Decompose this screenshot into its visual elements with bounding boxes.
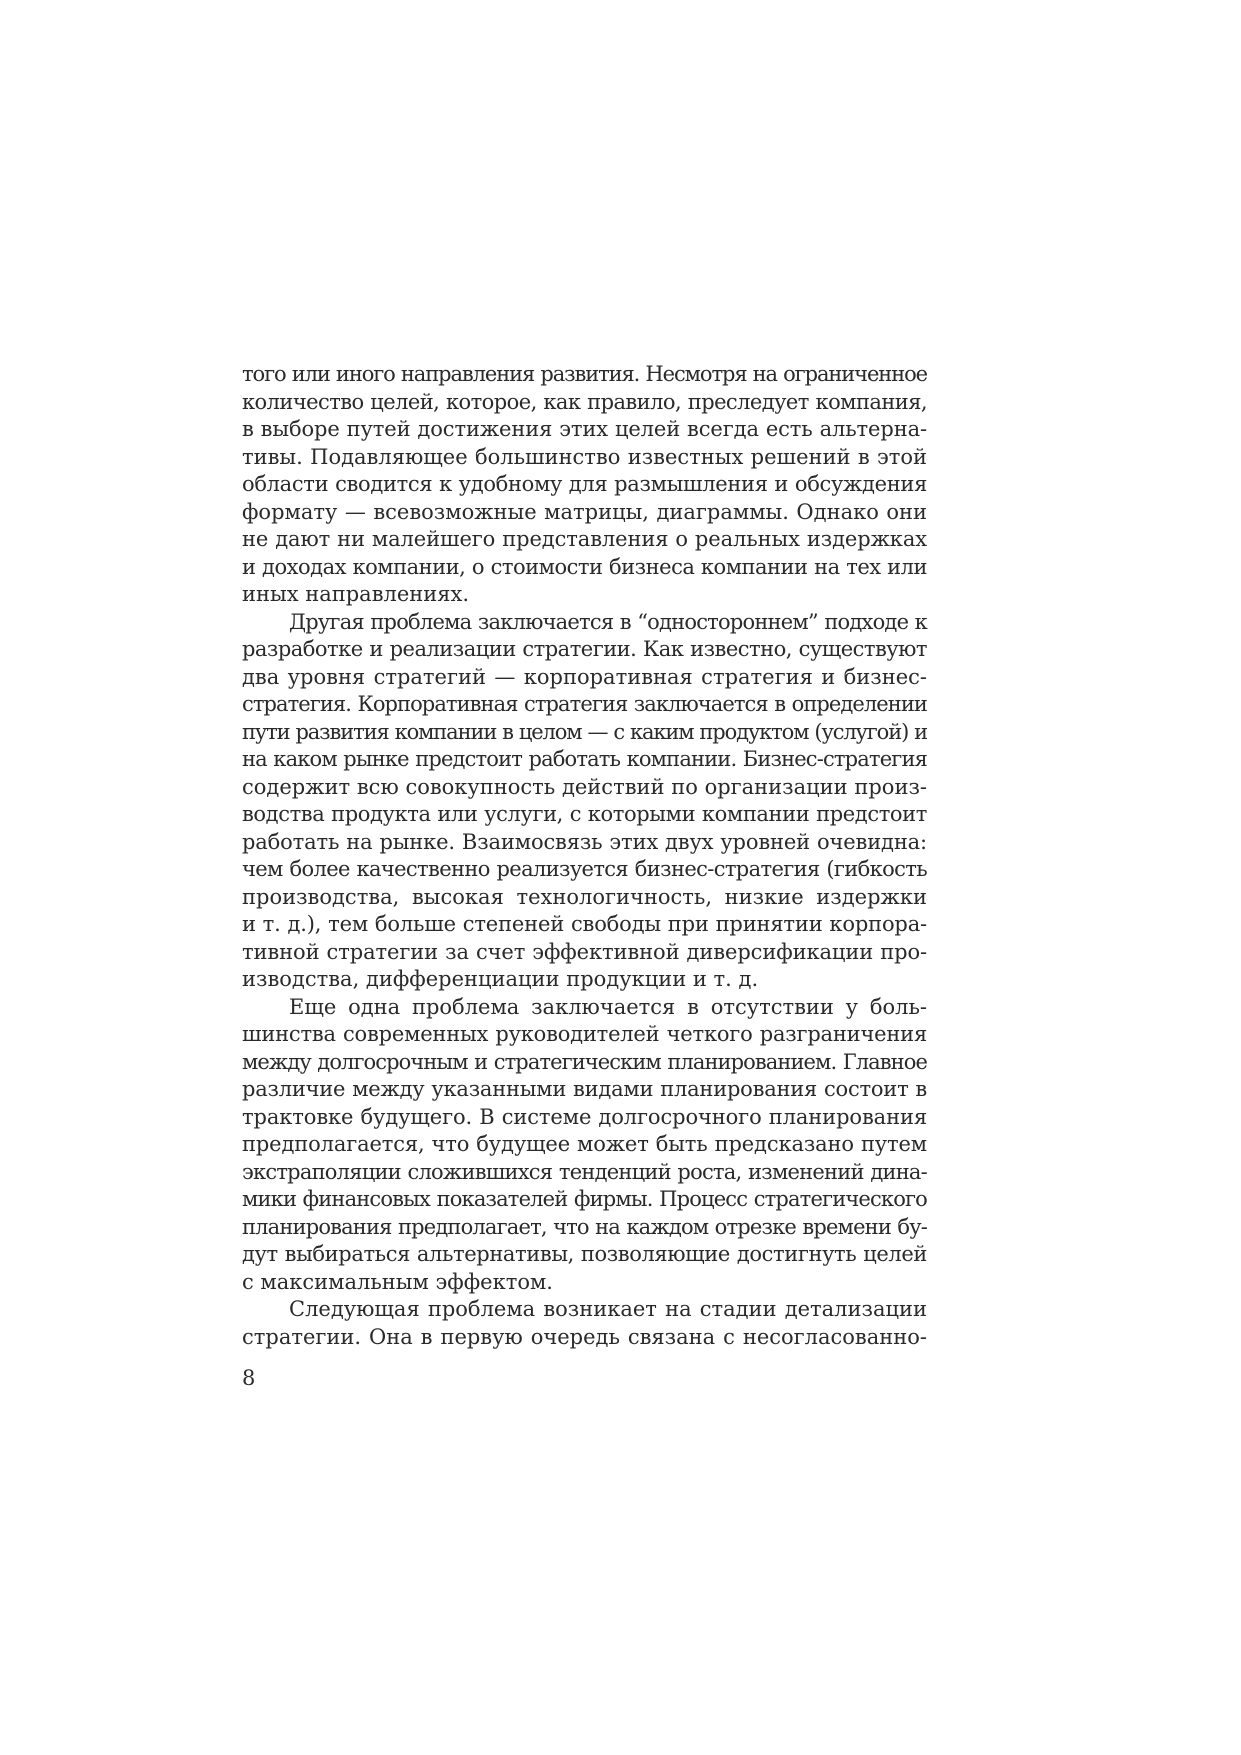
text-line: количество целей, которое, как правило, преследует компания,	[242, 389, 927, 414]
text-line: тивной стратегии за счет эффективной диверсификации про-	[242, 939, 927, 964]
text-line: Другая проблема заключается в “одностороннем” подходе к	[289, 609, 927, 634]
text-line: стратегии. Она в первую очередь связана с несогласованно-	[242, 1324, 927, 1349]
text-line: области сводится к удобному для размышления и обсуждения	[242, 472, 927, 496]
text-line: и т. д.), тем больше степеней свободы при принятии корпора-	[242, 912, 927, 936]
text-line: с максимальным эффектом.	[242, 1269, 553, 1294]
text-line: планирования предполагает, что на каждом отрезке времени бу-	[242, 1214, 927, 1239]
text-line: различие между указанными видами планирования состоит в	[242, 1077, 927, 1101]
text-line: и доходах компании, о стоимости бизнеса компании на тех или	[242, 554, 927, 579]
text-line: изводства, дифференциации продукции и т. д.	[242, 967, 759, 991]
text-line: Еще одна проблема заключается в отсутствии у боль-	[289, 994, 927, 1019]
text-line: шинства современных руководителей четкого разграничения	[242, 1022, 927, 1046]
text-line: разработке и реализации стратегии. Как известно, существуют	[242, 637, 927, 661]
text-line: тивы. Подавляющее большинство известных решений в этой	[242, 444, 927, 469]
text-line: на каком рынке предстоит работать компании. Бизнес-стратегия	[242, 747, 927, 771]
text-line: водства продукта или услуги, с которыми компании предстоит	[242, 802, 927, 826]
text-line: Следующая проблема возникает на стадии детализации	[289, 1297, 927, 1321]
text-line: стратегия. Корпоративная стратегия заключается в определении	[242, 692, 927, 716]
text-line: пути развития компании в целом — с каким продуктом (услугой) и	[242, 719, 927, 744]
text-line: между долгосрочным и стратегическим планированием. Главное	[242, 1049, 927, 1074]
text-line: формату — всевозможные матрицы, диаграммы. Однако они	[242, 499, 927, 524]
text-line: в выборе путей достижения этих целей всегда есть альтерна-	[242, 417, 927, 441]
text-line: иных направлениях.	[242, 582, 470, 606]
text-line: чем более качественно реализуется бизнес-стратегия (гибкость	[242, 857, 927, 881]
text-line: экстраполяции сложившихся тенденций роста, изменений дина-	[242, 1159, 927, 1184]
text-line: два уровня стратегий — корпоративная стратегия и бизнес-	[242, 664, 927, 689]
body-text	[242, 361, 927, 1351]
page-number: 8	[242, 1366, 256, 1390]
text-line: трактовке будущего. В системе долгосрочного планирования	[242, 1104, 927, 1129]
text-line: не дают ни малейшего представления о реальных издержках	[242, 527, 927, 551]
text-line: работать на рынке. Взаимосвязь этих двух уровней очевидна:	[242, 829, 927, 854]
text-line: производства, высокая технологичность, низкие издержки	[242, 884, 927, 909]
text-line: содержит всю совокупность действий по организации произ-	[242, 774, 927, 799]
text-line: предполагается, что будущее может быть предсказано путем	[242, 1132, 927, 1156]
text-line: дут выбираться альтернативы, позволяющие достигнуть целей	[242, 1242, 927, 1266]
text-line: мики финансовых показателей фирмы. Процесс стратегического	[242, 1187, 927, 1211]
text-line: того или иного направления развития. Несмотря на ограниченное	[242, 362, 927, 386]
